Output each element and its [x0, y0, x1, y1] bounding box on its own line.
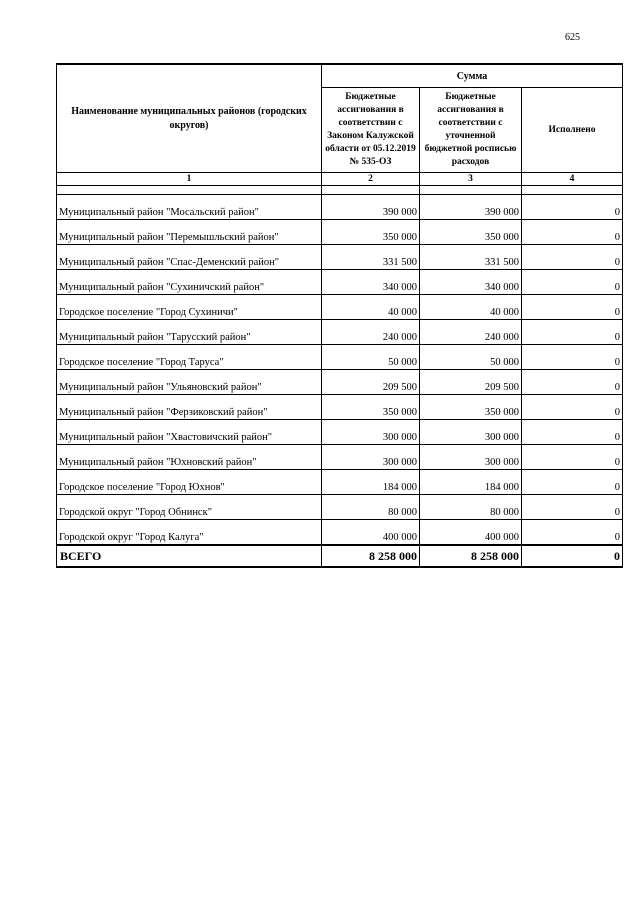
amount-refined: 40 000 — [420, 295, 522, 320]
amount-executed: 0 — [522, 345, 623, 370]
district-name: Муниципальный район "Мосальский район" — [57, 195, 322, 220]
header-col-refined: Бюджетные ассигнования в соответствии с уточненной бюджетной росписью расходов — [420, 88, 522, 173]
amount-refined: 300 000 — [420, 420, 522, 445]
total-law: 8 258 000 — [322, 545, 420, 567]
district-name: Муниципальный район "Хвастовичский район" — [57, 420, 322, 445]
amount-law: 209 500 — [322, 370, 420, 395]
amount-executed: 0 — [522, 420, 623, 445]
district-name: Городское поселение "Город Сухиничи" — [57, 295, 322, 320]
amount-refined: 390 000 — [420, 195, 522, 220]
table-row — [57, 370, 623, 395]
total-label: ВСЕГО — [57, 545, 322, 567]
district-name: Муниципальный район "Ульяновский район" — [57, 370, 322, 395]
district-name: Городское поселение "Город Таруса" — [57, 345, 322, 370]
district-name: Городской округ "Город Обнинск" — [57, 495, 322, 520]
budget-table — [56, 63, 623, 568]
amount-executed: 0 — [522, 495, 623, 520]
amount-refined: 50 000 — [420, 345, 522, 370]
amount-law: 80 000 — [322, 495, 420, 520]
amount-executed: 0 — [522, 320, 623, 345]
column-number: 4 — [522, 173, 623, 186]
district-name: Муниципальный район "Юхновский район" — [57, 445, 322, 470]
amount-law: 331 500 — [322, 245, 420, 270]
column-number: 2 — [322, 173, 420, 186]
amount-executed: 0 — [522, 245, 623, 270]
amount-refined: 340 000 — [420, 270, 522, 295]
amount-law: 50 000 — [322, 345, 420, 370]
amount-law: 390 000 — [322, 195, 420, 220]
amount-executed: 0 — [522, 270, 623, 295]
district-name: Городской округ "Город Калуга" — [57, 520, 322, 546]
table-row — [57, 445, 623, 470]
amount-executed: 0 — [522, 370, 623, 395]
amount-refined: 400 000 — [420, 520, 522, 546]
district-name: Муниципальный район "Ферзиковский район" — [57, 395, 322, 420]
table-row — [57, 320, 623, 345]
total-refined: 8 258 000 — [420, 545, 522, 567]
page-number: 625 — [565, 32, 580, 43]
total-row — [57, 545, 623, 567]
table-row — [57, 520, 623, 546]
column-number: 1 — [57, 173, 322, 186]
table-row — [57, 270, 623, 295]
header-sum-group: Сумма — [322, 64, 623, 88]
amount-law: 400 000 — [322, 520, 420, 546]
header-col-law: Бюджетные ассигнования в соответствии с Законом Калужской области от 05.12.2019 № 535-ОЗ — [322, 88, 420, 173]
amount-refined: 350 000 — [420, 220, 522, 245]
table-row — [57, 345, 623, 370]
amount-refined: 184 000 — [420, 470, 522, 495]
amount-executed: 0 — [522, 295, 623, 320]
table-row — [57, 395, 623, 420]
district-name: Муниципальный район "Перемышльский район" — [57, 220, 322, 245]
amount-law: 350 000 — [322, 395, 420, 420]
header-name-column: Наименование муниципальных районов (городских округов) — [57, 64, 322, 173]
amount-refined: 300 000 — [420, 445, 522, 470]
district-name: Городское поселение "Город Юхнов" — [57, 470, 322, 495]
amount-executed: 0 — [522, 395, 623, 420]
amount-law: 184 000 — [322, 470, 420, 495]
amount-law: 300 000 — [322, 420, 420, 445]
table-row — [57, 195, 623, 220]
amount-law: 300 000 — [322, 445, 420, 470]
amount-refined: 209 500 — [420, 370, 522, 395]
amount-law: 350 000 — [322, 220, 420, 245]
amount-executed: 0 — [522, 470, 623, 495]
amount-law: 40 000 — [322, 295, 420, 320]
table-row — [57, 245, 623, 270]
amount-law: 240 000 — [322, 320, 420, 345]
total-executed: 0 — [522, 545, 623, 567]
table-row — [57, 470, 623, 495]
district-name: Муниципальный район "Сухиничский район" — [57, 270, 322, 295]
district-name: Муниципальный район "Спас-Деменский район" — [57, 245, 322, 270]
amount-executed: 0 — [522, 195, 623, 220]
amount-executed: 0 — [522, 220, 623, 245]
amount-executed: 0 — [522, 445, 623, 470]
table-row — [57, 220, 623, 245]
table-row — [57, 420, 623, 445]
header-col-executed: Исполнено — [522, 88, 623, 173]
amount-law: 340 000 — [322, 270, 420, 295]
amount-refined: 240 000 — [420, 320, 522, 345]
table-row — [57, 495, 623, 520]
table-row — [57, 295, 623, 320]
amount-refined: 350 000 — [420, 395, 522, 420]
amount-refined: 331 500 — [420, 245, 522, 270]
amount-executed: 0 — [522, 520, 623, 546]
column-number: 3 — [420, 173, 522, 186]
amount-refined: 80 000 — [420, 495, 522, 520]
district-name: Муниципальный район "Тарусский район" — [57, 320, 322, 345]
